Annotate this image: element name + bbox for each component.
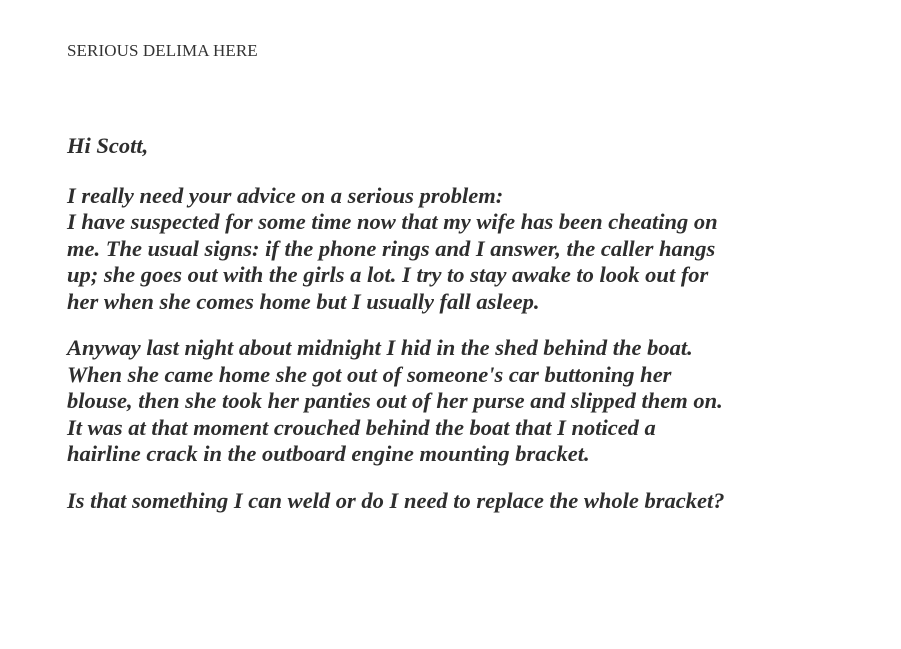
paragraph-line: hairline crack in the outboard engine mounting bracket. xyxy=(67,441,590,466)
paragraph-line: I have suspected for some time now that my wife has been cheating on xyxy=(67,209,718,234)
paragraph-line: her when she comes home but I usually fall asleep. xyxy=(67,288,540,314)
paragraph-line: It was at that moment crouched behind the boat that I noticed a xyxy=(67,414,656,440)
paragraph-question xyxy=(67,488,887,515)
letter-body xyxy=(67,133,887,534)
paragraph-problem xyxy=(67,183,887,316)
letter-greeting: Hi Scott, xyxy=(67,133,149,158)
paragraph-line: When she came home she got out of someone's car buttoning her xyxy=(67,361,672,387)
paragraph-line: Is that something I can weld or do I need to replace the whole bracket? xyxy=(67,487,725,513)
paragraph-line: I really need your advice on a serious problem: xyxy=(67,182,504,208)
paragraph-line: Anyway last night about midnight I hid in the shed behind the boat. xyxy=(67,335,693,360)
paragraph-line: up; she goes out with the girls a lot. I try to stay awake to look out for xyxy=(67,262,709,287)
paragraph-line: me. The usual signs: if the phone rings and I answer, the caller hangs xyxy=(67,235,716,261)
paragraph-line: blouse, then she took her panties out of her purse and slipped them on. xyxy=(67,388,723,413)
paragraph-story xyxy=(67,335,887,468)
document-title: SERIOUS DELIMA HERE xyxy=(67,41,258,60)
